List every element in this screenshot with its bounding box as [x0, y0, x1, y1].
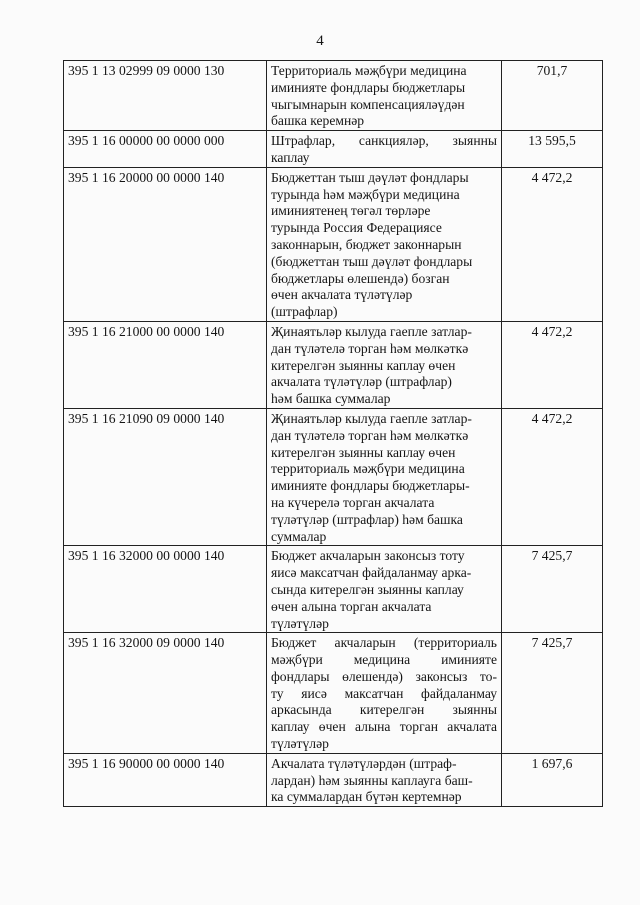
description-line: суммалар: [271, 528, 327, 544]
budget-code-cell: 395 1 16 90000 00 0000 140: [64, 753, 267, 806]
description-line: Штрафлар, санкцияләр, зыянны: [271, 133, 497, 149]
description-line: өчен акчалата түләтүләр: [271, 287, 413, 303]
description-line: Территориаль мәҗбүри медицина: [271, 63, 467, 78]
description-line: лардан) һәм зыянны каплауга баш-: [271, 772, 473, 788]
amount-cell: 4 472,2: [502, 167, 603, 321]
budget-code-cell: 395 1 16 32000 00 0000 140: [64, 546, 267, 633]
description-line: китерелгән зыянны каплау өчен: [271, 357, 456, 373]
description-line: дан түләтелә торган һәм мөлкәткә: [271, 427, 469, 443]
description-line: (бюджеттан тыш дәүләт фондлары: [271, 253, 473, 269]
description-line: турында һәм мәҗбүри медицина: [271, 186, 460, 202]
description-line: сында китерелгән зыянны каплау: [271, 581, 464, 597]
description-line: яисә максатчан файдаланмау арка-: [271, 565, 472, 581]
amount-cell: 13 595,5: [502, 131, 603, 168]
description-line: иминияте фондлары бюджетлары: [271, 79, 466, 95]
amount-cell: 7 425,7: [502, 633, 603, 754]
description-line: түләтүләр (штрафлар) һәм башка: [271, 511, 463, 527]
description-line: түләтүләр: [271, 736, 329, 752]
amount-cell: 1 697,6: [502, 753, 603, 806]
description-cell: [267, 408, 502, 545]
description-line: каплау өчен алына торган акчалата: [271, 719, 497, 735]
description-cell: [267, 321, 502, 408]
description-line: Акчалата түләтүләрдән (штраф-: [271, 755, 457, 771]
budget-code-cell: 395 1 13 02999 09 0000 130: [64, 61, 267, 131]
description-line: территориаль мәҗбүри медицина: [271, 461, 465, 477]
description-line: Бюджеттан тыш дәүләт фондлары: [271, 169, 469, 185]
description-line: бюджетлары өлешендә) бозган: [271, 270, 450, 286]
description-line: акчалата түләтүләр (штрафлар): [271, 374, 452, 390]
description-line: өчен алына торган акчалата: [271, 598, 432, 614]
description-line: турында Россия Федерациясе: [271, 220, 442, 236]
budget-code-cell: 395 1 16 32000 09 0000 140: [64, 633, 267, 754]
description-line: иминиятенең төгәл төрләре: [271, 203, 431, 219]
description-line: Җинаятьләр кылуда гаепле затлар-: [271, 323, 472, 339]
table-row: [64, 61, 603, 131]
description-line: чыгымнарын компенсацияләүдән: [271, 96, 465, 112]
description-cell: [267, 131, 502, 168]
table-row: [64, 321, 603, 408]
table-row: [64, 131, 603, 168]
table-row: [64, 633, 603, 754]
budget-code-cell: 395 1 16 00000 00 0000 000: [64, 131, 267, 168]
budget-table: [63, 60, 603, 807]
description-line: китерелгән зыянны каплау өчен: [271, 444, 456, 460]
budget-code-cell: 395 1 16 21090 09 0000 140: [64, 408, 267, 545]
budget-code-cell: 395 1 16 20000 00 0000 140: [64, 167, 267, 321]
amount-cell: 4 472,2: [502, 408, 603, 545]
table-body: [64, 61, 603, 807]
description-line: (штрафлар): [271, 304, 338, 320]
description-line: Җинаятьләр кылуда гаепле затлар-: [271, 410, 472, 426]
description-line: ту яисә максатчан файдаланмау: [271, 685, 497, 701]
description-line: Бюджет акчаларын законсыз тоту: [271, 548, 465, 564]
description-line: иминияте фондлары бюджетлары-: [271, 478, 470, 494]
description-cell: [267, 61, 502, 131]
description-line: башка керемнәр: [271, 113, 365, 129]
description-line: законнарын, бюджет законнарын: [271, 236, 462, 252]
description-line: аркасында китерелгән зыянны: [271, 702, 497, 718]
table-row: [64, 167, 603, 321]
amount-cell: 7 425,7: [502, 546, 603, 633]
description-cell: [267, 167, 502, 321]
description-line: һәм башка суммалар: [271, 391, 391, 407]
description-line: ка суммалардан бүтән кертемнәр: [271, 789, 462, 805]
description-line: мәҗбүри медицина иминияте: [271, 652, 497, 668]
description-line: Бюджет акчаларын (территориаль: [271, 635, 497, 651]
description-line: на күчерелә торган акчалата: [271, 494, 435, 510]
table-row: [64, 753, 603, 806]
amount-cell: 4 472,2: [502, 321, 603, 408]
description-line: дан түләтелә торган һәм мөлкәткә: [271, 340, 469, 356]
table-row: [64, 408, 603, 545]
budget-code-cell: 395 1 16 21000 00 0000 140: [64, 321, 267, 408]
description-line: түләтүләр: [271, 615, 329, 631]
description-line: каплау: [271, 149, 310, 165]
amount-cell: 701,7: [502, 61, 603, 131]
page-number: 4: [316, 33, 324, 49]
table-row: [64, 546, 603, 633]
description-cell: [267, 753, 502, 806]
description-cell: [267, 633, 502, 754]
description-cell: [267, 546, 502, 633]
description-line: фондлары өлешендә) законсыз то-: [271, 668, 497, 684]
